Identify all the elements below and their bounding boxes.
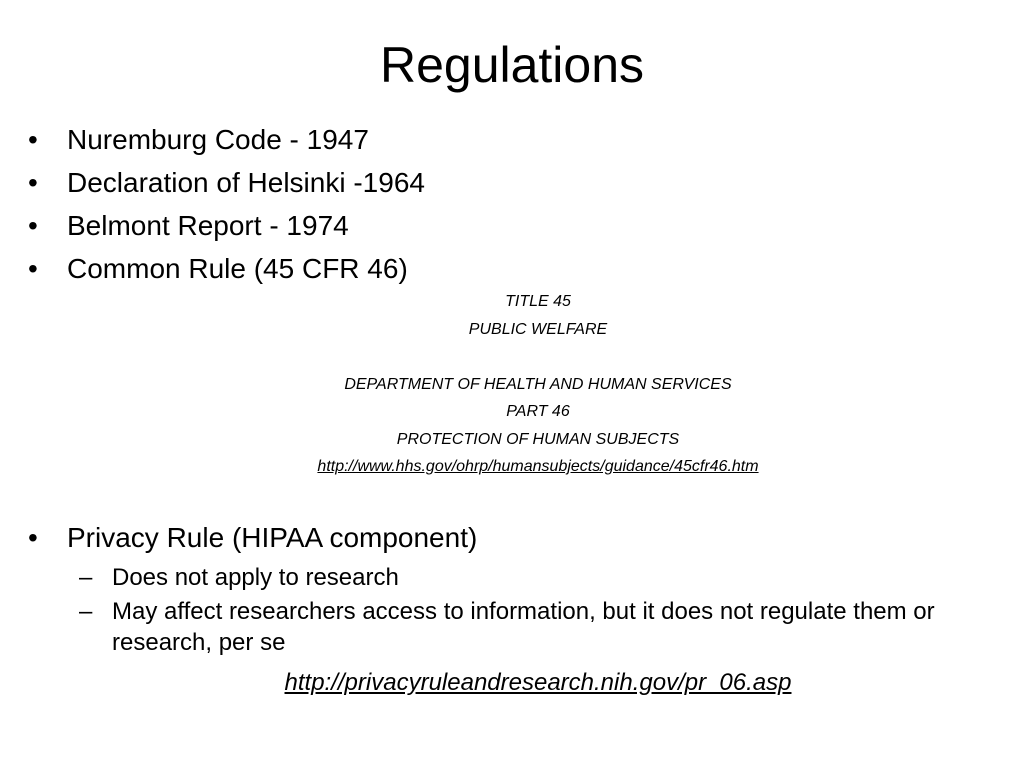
nih-link-container bbox=[0, 666, 1024, 700]
bullet-text-nuremburg: Nuremburg Code - 1947 bbox=[67, 124, 369, 155]
list-item bbox=[28, 204, 1008, 247]
list-item bbox=[28, 118, 1008, 161]
list-item bbox=[28, 247, 1008, 290]
list-item bbox=[28, 161, 1008, 204]
hhs-cfr-link[interactable]: http://www.hhs.gov/ohrp/humansubjects/guidance/45cfr46.htm bbox=[317, 458, 759, 475]
cfr-department-line: DEPARTMENT OF HEALTH AND HUMAN SERVICES bbox=[344, 375, 732, 393]
bullet-text-belmont: Belmont Report - 1974 bbox=[67, 210, 349, 241]
bullet-icon: • bbox=[28, 124, 38, 155]
bullet-icon: • bbox=[28, 167, 38, 198]
slide-title: Regulations bbox=[379, 37, 645, 93]
sub-list-item bbox=[67, 596, 1024, 658]
bullet-icon: • bbox=[28, 253, 38, 284]
sub-item-text-access: May affect researchers access to information, but it does not regulate them or research, per se bbox=[112, 598, 935, 656]
bullet-icon: • bbox=[28, 522, 38, 553]
dash-icon: – bbox=[79, 564, 93, 591]
bullet-text-helsinki: Declaration of Helsinki -1964 bbox=[67, 167, 425, 198]
sub-item-text-not-research: Does not apply to research bbox=[112, 564, 399, 591]
cfr-part-line: PART 46 bbox=[506, 403, 570, 420]
cfr-citation-block bbox=[0, 288, 1024, 481]
list-item bbox=[28, 516, 1008, 658]
bullet-icon: • bbox=[28, 210, 38, 241]
privacy-list bbox=[28, 516, 1008, 658]
cfr-title-line: TITLE 45 bbox=[505, 293, 571, 310]
bullet-text-common-rule: Common Rule (45 CFR 46) bbox=[67, 253, 408, 284]
nih-privacy-link[interactable]: http://privacyruleandresearch.nih.gov/pr_06.asp bbox=[284, 669, 792, 696]
dash-icon: – bbox=[79, 598, 93, 625]
bullet-text-privacy-rule: Privacy Rule (HIPAA component) bbox=[67, 522, 478, 553]
sub-list-item bbox=[67, 562, 1024, 593]
cfr-spacer bbox=[0, 343, 1024, 371]
privacy-sub-list bbox=[67, 562, 1008, 658]
cfr-protection-line: PROTECTION OF HUMAN SUBJECTS bbox=[396, 430, 680, 448]
cfr-welfare-line: PUBLIC WELFARE bbox=[468, 320, 608, 338]
regulations-list bbox=[28, 118, 1008, 290]
